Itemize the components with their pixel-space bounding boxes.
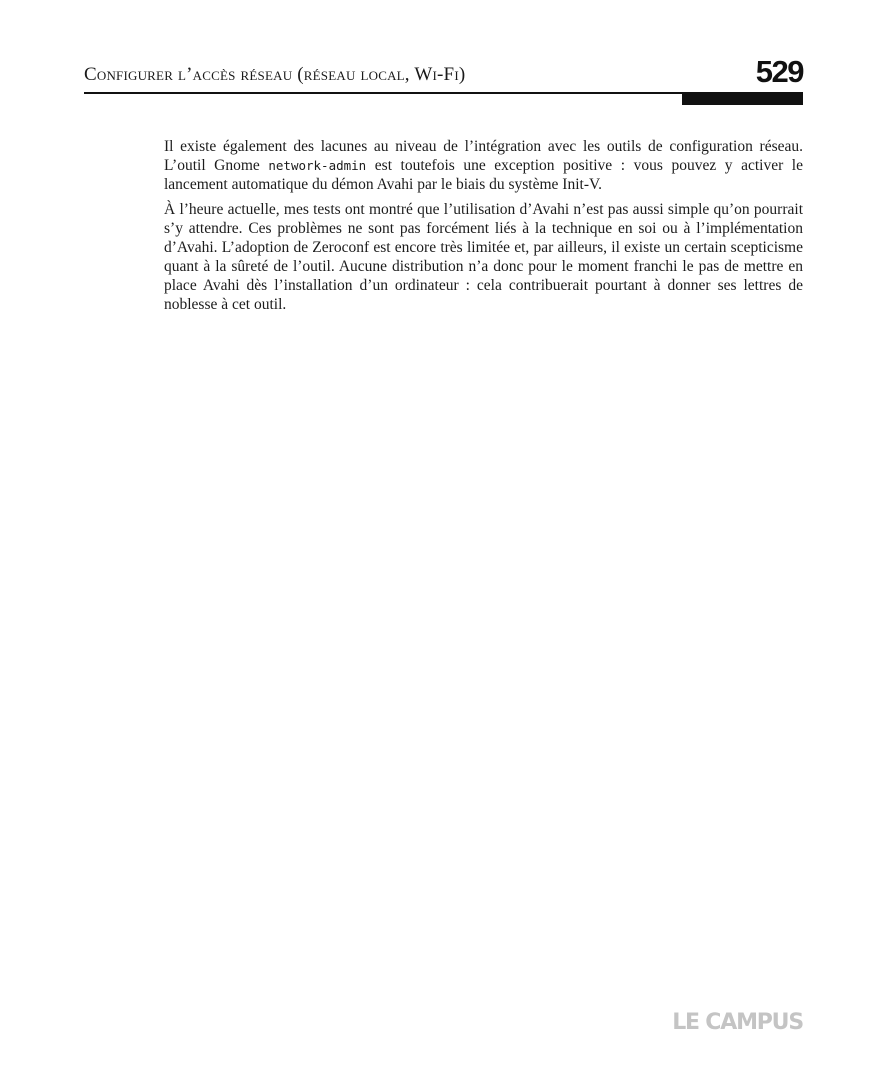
paragraph-1-text-b: est toutefois une exception positive : vous pouvez y activer le lancement automatique du démon Avahi par le biais du système Init-V. — [164, 157, 803, 193]
page-number: 529 — [755, 54, 803, 89]
inline-code: network-admin — [268, 158, 367, 173]
paragraph-1-text-a: Il existe également des lacunes au niveau de l’intégration avec les outils de configuration réseau. L’outil Gnome — [164, 138, 803, 174]
main-text — [164, 137, 803, 320]
running-head: Configurer l’accès réseau (réseau local, Wi-Fi) — [84, 64, 466, 85]
header-tab-bar — [682, 94, 803, 105]
paragraph-1 — [164, 137, 803, 194]
page-header — [84, 56, 803, 106]
paragraph-2: À l’heure actuelle, mes tests ont montré que l’utilisation d’Avahi n’est pas aussi simple qu’on pourrait s’y attendre. Ces problèmes ne sont pas forcément liés à la technique en soi ou à l’implémentation d’Avahi. L’adoption de Zeroconf est encore très limitée et, par ailleurs, il existe un certain scepticisme quant à la sûreté de l’outil. Aucune distribution n’a donc pour le moment franchi le pas de mettre en place Avahi dès l’installation d’un ordinateur : cela contribuerait pourtant à donner ses lettres de noblesse à cet outil. — [164, 201, 803, 313]
publisher-logo: LE CAMPUS — [672, 1010, 803, 1035]
